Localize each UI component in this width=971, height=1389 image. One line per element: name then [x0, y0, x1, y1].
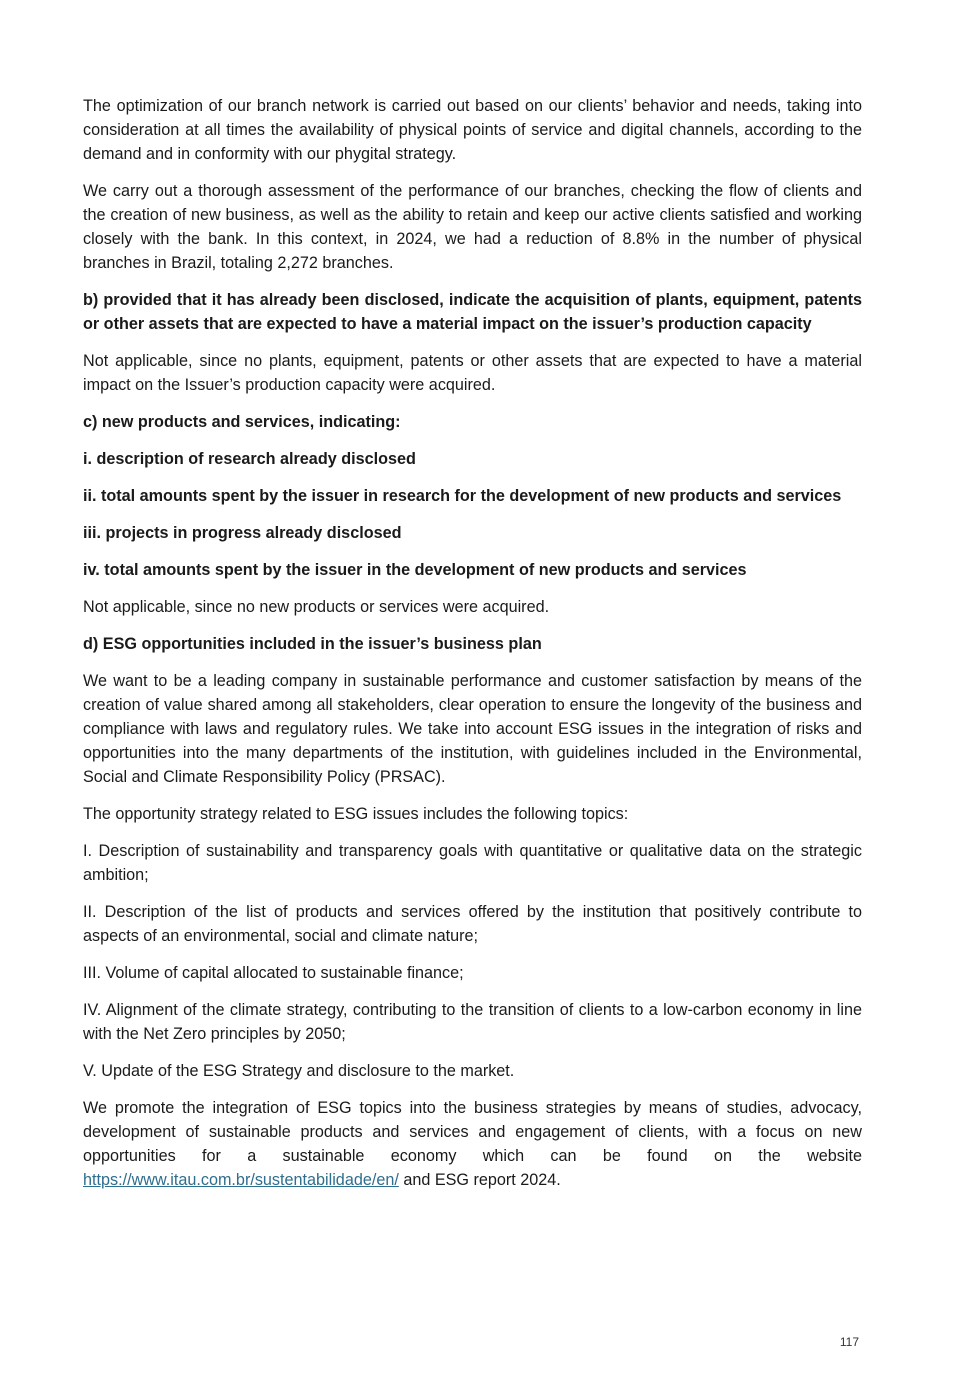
- paragraph-branch-assessment: We carry out a thorough assessment of the performance of our branches, checking the flow of clients and the creation of new business, as well as the ability to retain and keep our active clients satisfied and working closely with the bank. In this context, in 2024, we had a reduction of 8.8% in the number of physical branches in Brazil, totaling 2,272 branches.: [83, 182, 862, 272]
- paragraph-esg-topics-intro: The opportunity strategy related to ESG issues includes the following topics:: [83, 805, 629, 823]
- page-number: 117: [839, 1335, 859, 1349]
- paragraph-branch-optimization: The optimization of our branch network is carried out based on our clients’ behavior and needs, taking into consideration at all times the availability of physical points of service and digital channels, according to the demand and in conformity with our phygital strategy.: [83, 97, 862, 163]
- list-item-topic-5: V. Update of the ESG Strategy and disclosure to the market.: [83, 1062, 515, 1080]
- paragraph-esg-integration-tail: and ESG report 2024.: [398, 1171, 561, 1189]
- heading-c-i: i. description of research already disclosed: [83, 450, 416, 468]
- document-page: [83, 94, 862, 1205]
- heading-c-new-products: c) new products and services, indicating:: [83, 413, 401, 431]
- paragraph-not-applicable-products: Not applicable, since no new products or services were acquired.: [83, 598, 550, 616]
- list-item-topic-2: II. Description of the list of products and services offered by the institution that positively contribute to aspects of an environmental, social and climate nature;: [83, 903, 862, 945]
- paragraph-esg-integration: [83, 1096, 862, 1192]
- heading-b-acquisition: b) provided that it has already been disclosed, indicate the acquisition of plants, equipment, patents or other assets that are expected to have a material impact on the issuer’s production capacity: [83, 291, 862, 333]
- sustainability-website-link[interactable]: https://www.itau.com.br/sustentabilidade/en/: [83, 1171, 399, 1189]
- list-item-topic-4: IV. Alignment of the climate strategy, contributing to the transition of clients to a low-carbon economy in line with the Net Zero principles by 2050;: [83, 1001, 862, 1043]
- heading-c-iii: iii. projects in progress already disclosed: [83, 524, 402, 542]
- paragraph-esg-leadership: We want to be a leading company in sustainable performance and customer satisfaction by means of the creation of value shared among all stakeholders, clear operation to ensure the longevity of the business and compliance with laws and regulatory rules. We take into account ESG issues in the integration of risks and opportunities into the many departments of the institution, with guidelines included in the Environmental, Social and Climate Responsibility Policy (PRSAC).: [83, 672, 862, 786]
- heading-c-ii: ii. total amounts spent by the issuer in research for the development of new products and services: [83, 487, 842, 505]
- list-item-topic-3: III. Volume of capital allocated to sustainable finance;: [83, 964, 464, 982]
- heading-d-esg: d) ESG opportunities included in the issuer’s business plan: [83, 635, 542, 653]
- heading-c-iv: iv. total amounts spent by the issuer in the development of new products and services: [83, 561, 747, 579]
- list-item-topic-1: I. Description of sustainability and transparency goals with quantitative or qualitative data on the strategic ambition;: [83, 842, 862, 884]
- paragraph-not-applicable-assets: Not applicable, since no plants, equipment, patents or other assets that are expected to have a material impact on the Issuer’s production capacity were acquired.: [83, 352, 862, 394]
- paragraph-esg-integration-text: We promote the integration of ESG topics into the business strategies by means of studies, advocacy, development of sustainable products and services and engagement of clients, with a focus on new opportunities for a sustainable economy which can be found on the website: [83, 1099, 862, 1165]
